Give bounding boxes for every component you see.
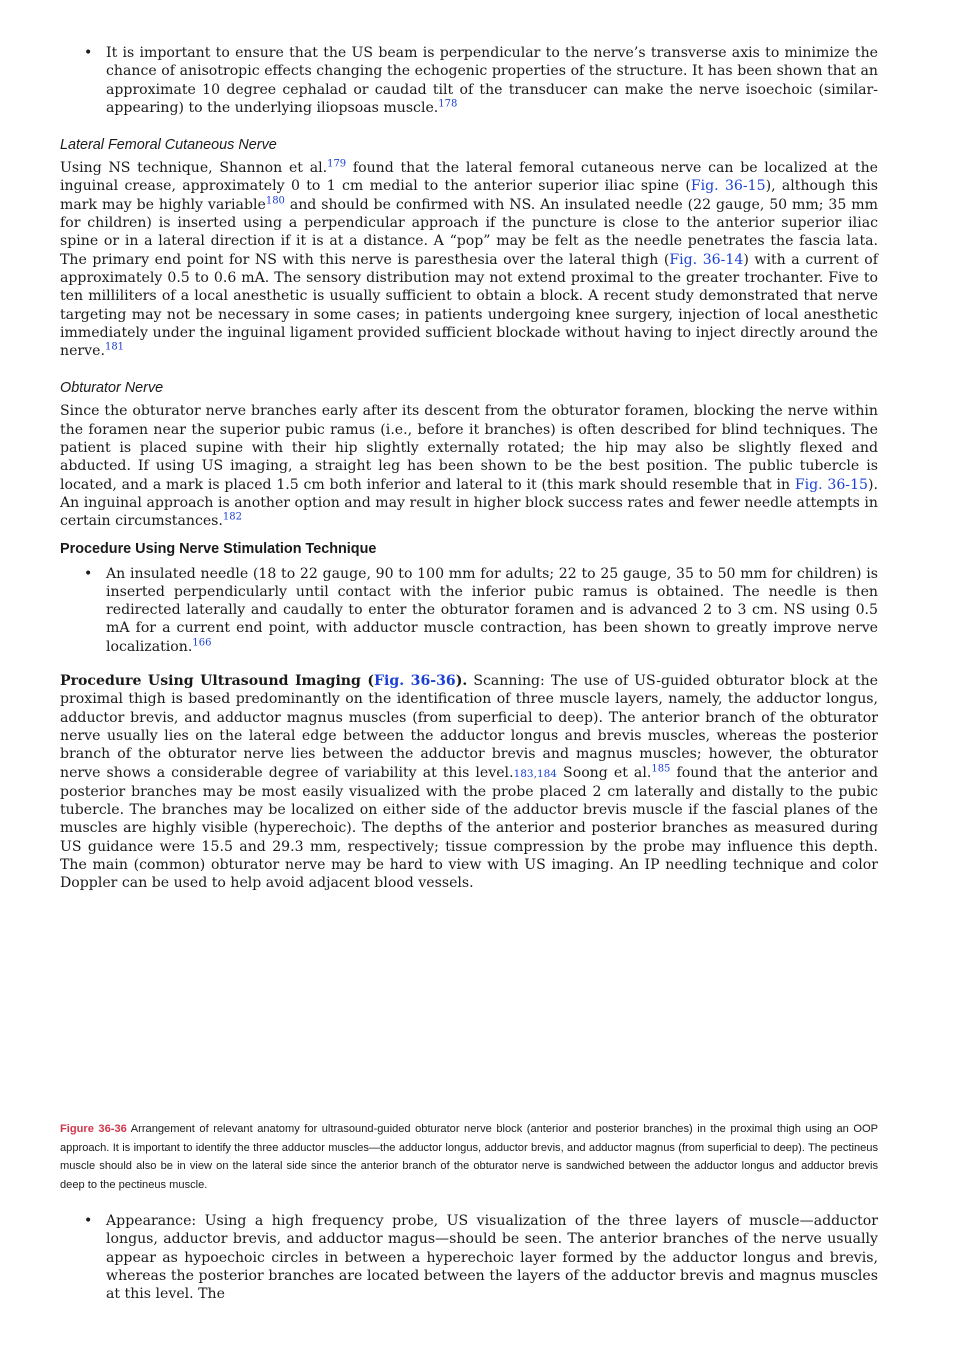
figure-link-36-36[interactable]: Fig. 36-36 — [374, 673, 456, 690]
citation-181[interactable]: 181 — [104, 341, 125, 353]
figure-label: Figure 36-36 — [60, 1123, 127, 1135]
figure-link-36-15[interactable]: Fig. 36-15 — [690, 178, 766, 195]
heading-nerve-stimulation-procedure: Procedure Using Nerve Stimulation Technique — [60, 540, 377, 557]
text: ), although this mark may be highly variable — [60, 178, 878, 213]
lead-heading — [60, 673, 467, 689]
text: Soong et al. — [556, 764, 652, 781]
text: ). An inguinal approach is another option and may result in higher block success rates and fewer needle attempts in certain circumstances. — [60, 476, 878, 530]
text: found that the lateral femoral cutaneous nerve can be localized at the inguinal crease, approximately 0 to 1 cm medial to the anterior superior iliac spine ( — [60, 160, 878, 195]
bullet-appearance — [60, 1212, 878, 1303]
citation-166[interactable]: 166 — [192, 637, 212, 649]
text: ). — [455, 673, 468, 690]
heading-lateral-femoral-cutaneous-nerve: Lateral Femoral Cutaneous Nerve — [60, 137, 277, 154]
bullet-symbol: • — [84, 1213, 93, 1229]
figure-link-36-14[interactable]: Fig. 36-14 — [669, 251, 744, 268]
text: ) with a current of approximately 0.5 to 0.6 mA. The sensory distribution may not extend proximal to the greater trochanter. Five to ten milliliters of a local anesthetic is usually sufficient to obtain a block. A recent study demonstrated that nerve targeting may not be necessary in some cases; in patients undergoing knee surgery, injection of local anesthetic immediately under the inguinal ligament provided sufficient blockade without having to inject directly around the nerve. — [60, 251, 878, 360]
citation-180[interactable]: 180 — [265, 195, 285, 207]
figure-link-36-15[interactable]: Fig. 36-15 — [794, 476, 869, 493]
bullet-text: An insulated needle (18 to 22 gauge, 90 to 100 mm for adults; 22 to 25 gauge, 35 to 50 mm for children) is inserted perpendicularly until contact with the inferior pubic ramus is obtained. The needle is then redirected laterally and caudally to enter the obturator foramen and is advanced 2 to 3 cm. NS using 0.5 mA for a current end point, with adductor muscle contraction, has been shown to greatly improve nerve localization. — [106, 565, 878, 655]
citation-182[interactable]: 182 — [222, 511, 242, 523]
text: Scanning: The use of US-guided obturator block at the proximal thigh is based predominantly on the identification of three muscle layers, namely, the adductor longus, adductor brevis, and adductor magnus muscles (from superficial to deep). The anterior branch of the obturator nerve usually lies on the lateral edge between the adductor longus and brevis muscles, whereas the posterior branch of the obturator nerve lies between the adductor brevis and magnus muscles; however, the obturator nerve shows a considerable degree of variability at this level. — [60, 673, 878, 781]
bullet-symbol: • — [84, 565, 93, 582]
document-page — [60, 44, 878, 893]
citation-185[interactable]: 185 — [651, 762, 671, 774]
paragraph-obturator — [60, 402, 878, 530]
heading-obturator-nerve: Obturator Nerve — [60, 380, 164, 397]
paragraph-ultrasound-procedure — [60, 672, 878, 893]
text: found that the anterior and posterior branches may be most easily visualized with the probe placed 2 cm laterally and distally to the pubic tubercle. The branches may be localized on either side of the adductor brevis muscle if the fascial planes of the muscles are highly visible (hyperechoic). The depths of the anterior and posterior branches as measured during US guidance were 15.5 and 29.3 mm, respectively; tissue compression by the probe may influence this depth. The main (common) obturator nerve may be hard to view with US imaging. An IP needling technique and color Doppler can be used to help avoid adjacent blood vessels. — [60, 764, 879, 892]
caption-text: Arrangement of relevant anatomy for ultrasound-guided obturator nerve block (anterior and posterior branches) in the proximal thigh using an OOP approach. It is important to identify the three adductor muscles—the adductor longus, adductor brevis, and adductor magnus (from superficial to deep). The pectineus muscle should also be in view on the lateral side since the anterior branch of the obturator nerve is sandwiched between the adductor longus and adductor brevis deep to the pectineus muscle. — [60, 1123, 878, 1191]
citation-179[interactable]: 179 — [327, 158, 347, 170]
citation-183-184[interactable]: 183,184 — [513, 767, 557, 780]
bullet-us-beam — [60, 44, 878, 117]
citation-178[interactable]: 178 — [438, 98, 458, 110]
text: Since the obturator nerve branches early after its descent from the obturator foramen, blocking the nerve within the foramen near the superior pubic ramus (i.e., before it branches) is often described for blind techniques. The patient is placed supine with their hip slightly externally rotated; the hip may also be slightly flexed and abducted. If using US imaging, a straight leg has been shown to be the best position. The public tubercle is located, and a mark is placed 1.5 cm both inferior and lateral to it (this mark should resemble that in — [60, 403, 878, 493]
text: Procedure Using Ultrasound Imaging ( — [60, 673, 375, 690]
bullet-ns-needle — [60, 565, 878, 656]
paragraph-lfcn — [60, 159, 878, 360]
text: and should be confirmed with NS. An insulated needle (22 gauge, 50 mm; 35 mm for children) is inserted using a perpendicular approach if the puncture is close to the anterior superior iliac spine or in a lateral direction if it is at a distance. A “pop” may be felt as the needle penetrates the fascia lata. The primary end point for NS with this nerve is paresthesia over the lateral thigh ( — [60, 196, 879, 268]
figure-caption — [60, 1120, 878, 1194]
bullet-symbol: • — [84, 45, 93, 61]
bullet-text: Appearance: Using a high frequency probe, US visualization of the three layers of muscle—adductor longus, adductor brevis, and adductor magus—should be seen. The anterior branches of the nerve usually appear as hypoechoic circles in between a hyperechoic layer formed by the adductor longus and brevis, whereas the posterior branches are located between the layers of the adductor brevis and magnus muscles at this level. The — [106, 1213, 878, 1303]
bullet-text: It is important to ensure that the US beam is perpendicular to the nerve’s transverse axis to minimize the chance of anisotropic effects changing the echogenic properties of the structure. It has been shown that an approximate 10 degree cephalad or caudad tilt of the transducer can make the nerve isoechoic (similar-appearing) to the underlying iliopsoas muscle. — [106, 45, 878, 116]
text: Using NS technique, Shannon et al. — [60, 160, 328, 177]
